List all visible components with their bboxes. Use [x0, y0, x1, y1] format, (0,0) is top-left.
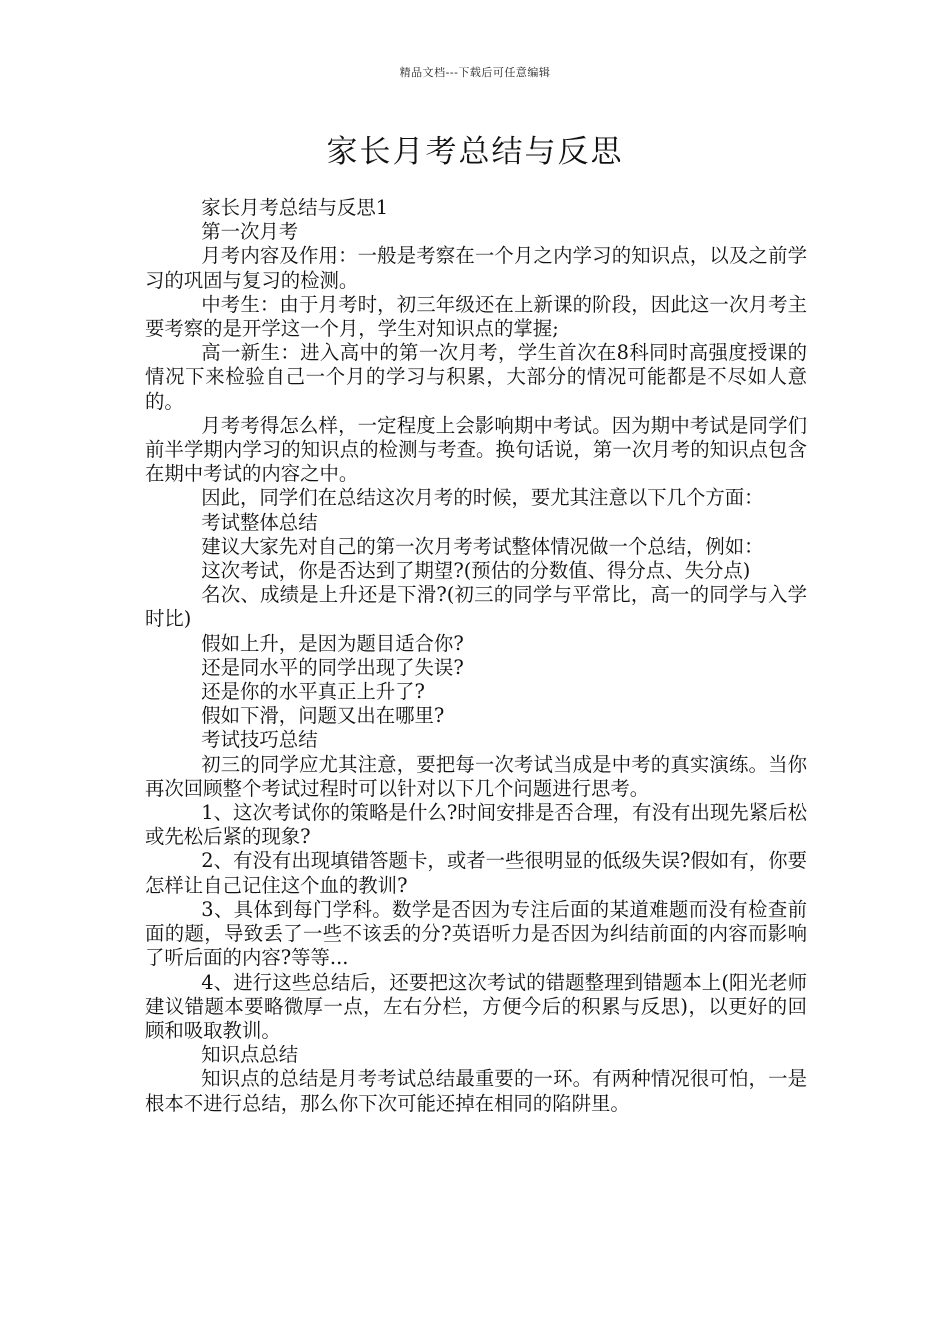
header-note: 精品文档---下载后可任意编辑: [399, 66, 551, 79]
paragraph: 这次考试，你是否达到了期望?(预估的分数值、得分点、失分点): [201, 559, 751, 583]
paragraph: 中考生：由于月考时，初三年级还在上新课的阶段，因此这一次月考主要考察的是开学这一个月，学生对知识点的掌握;: [145, 292, 807, 341]
section-heading: 考试技巧总结: [201, 728, 318, 752]
document-title: 家长月考总结与反思: [326, 134, 624, 170]
list-item: 1、这次考试你的策略是什么?时间安排是否合理，有没有出现先紧后松或先松后紧的现象?: [145, 801, 807, 849]
paragraph: 名次、成绩是上升还是下滑?(初三的同学与平常比，高一的同学与入学时比): [145, 583, 807, 631]
paragraph: 假如上升，是因为题目适合你?: [201, 631, 464, 655]
section-heading: 知识点总结: [201, 1043, 299, 1067]
list-item: 3、具体到每门学科。数学是否因为专注后面的某道难题而没有检查前面的题，导致丢了一些不该丢的分?英语听力是否因为纠结前面的内容而影响了听后面的内容?等等...: [145, 897, 807, 970]
subtitle-line: 家长月考总结与反思1: [201, 196, 389, 219]
paragraph: 高一新生：进入高中的第一次月考，学生首次在8科同时高强度授课的情况下来检验自己一个月的学习与积累，大部分的情况可能都是不尽如人意的。: [145, 341, 807, 413]
paragraph: 月考内容及作用：一般是考察在一个月之内学习的知识点，以及之前学习的巩固与复习的检测。: [145, 244, 807, 292]
paragraph: 还是你的水平真正上升了?: [201, 680, 425, 704]
paragraph: 还是同水平的同学出现了失误?: [201, 655, 464, 679]
paragraph: 月考考得怎么样，一定程度上会影响期中考试。因为期中考试是同学们前半学期内学习的知识点的检测与考查。换句话说，第一次月考的知识点包含在期中考试的内容之中。: [145, 413, 807, 486]
list-item: 4、进行这些总结后，还要把这次考试的错题整理到错题本上(阳光老师建议错题本要略微厚一点，左右分栏，方便今后的积累与反思)，以更好的回顾和吸取教训。: [145, 970, 807, 1042]
section-heading: 第一次月考: [201, 220, 299, 244]
paragraph: 初三的同学应尤其注意，要把每一次考试当成是中考的真实演练。当你再次回顾整个考试过程时可以针对以下几个问题进行思考。: [145, 752, 807, 800]
paragraph: 建议大家先对自己的第一次月考考试整体情况做一个总结，例如：: [201, 534, 764, 558]
paragraph: 因此，同学们在总结这次月考的时候，要尤其注意以下几个方面：: [201, 486, 764, 510]
list-item: 2、有没有出现填错答题卡，或者一些很明显的低级失误?假如有，你要怎样让自己记住这个血的教训?: [145, 849, 807, 897]
section-heading: 考试整体总结: [201, 510, 318, 534]
document-body: [145, 196, 807, 1116]
paragraph: 假如下滑，问题又出在哪里?: [201, 704, 445, 728]
paragraph: 知识点的总结是月考考试总结最重要的一环。有两种情况很可怕，一是根本不进行总结，那么你下次可能还掉在相同的陷阱里。: [145, 1067, 807, 1115]
